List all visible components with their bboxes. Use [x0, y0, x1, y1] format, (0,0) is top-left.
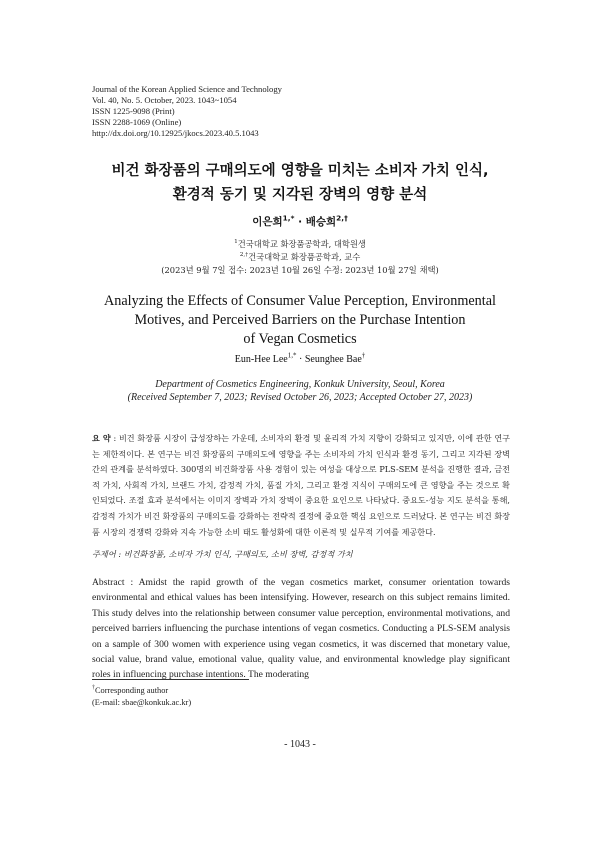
english-dates: (Received September 7, 2023; Revised October 26, 2023; Accepted October 27, 2023)	[127, 392, 473, 403]
journal-volume: Vol. 40, No. 5. October, 2023. 1043~1054	[92, 95, 237, 105]
issn-print: ISSN 1225-9098 (Print)	[92, 106, 175, 116]
english-title	[60, 292, 540, 349]
doi-link[interactable]: http://dx.doi.org/10.12925/jkocs.2023.40.5.1043	[92, 128, 259, 138]
korean-affiliation-2	[100, 251, 500, 264]
english-author-2-mark: †	[361, 351, 366, 360]
page-number: - 1043 -	[284, 739, 316, 750]
footnote-corresponding-text: Corresponding author	[94, 686, 169, 695]
korean-abstract	[92, 431, 510, 540]
korean-author-1-mark: 1,*	[282, 213, 295, 223]
footnote-divider	[92, 679, 249, 680]
korean-author-2: 배승희	[305, 216, 337, 228]
english-affiliation-block	[60, 378, 540, 404]
affiliation-1-mark: 1	[234, 239, 238, 246]
english-author-1-mark: 1,*	[287, 351, 297, 360]
korean-abstract-text: : 비건 화장품 시장이 급성장하는 가운데, 소비자의 환경 및 윤리적 가치 지향이 강화되고 있지만, 이에 관한 연구는 제한적이다. 본 연구는 비건 화장품의 구매의도에 영향을 주는 소비자의 가치 인식과 환경 동기, 그리고 지각된 장벽 간의 관계를 분석하였다. 300명의 비건화장품 사용 경험이 있는 여성을 대상으로 PLS-SEM 분석을 진행한 결과, 금전적 가치, 사회적 가치, 브랜드 가치, 감정적 가치, 품질 가치, 그리고 환경 지식이 구매의도에 큰 영향을 주는 것으로 확인되었다. 조절 효과 분석에서는 이미지 장벽과 가치 장벽이 중요한 요인으로 나타났다. 중요도-성능 지도 분석을 통해, 감정적 가치가 비건 화장품의 구매의도를 강화하는 전략적 결정에 중요한 핵심 요인으로 드러났다. 본 연구는 비건 화장품 시장의 경쟁력 강화와 지속 가능한 소비 태도 활성화에 대한 이론적 및 실무적 기여를 제공한다.	[92, 433, 510, 537]
issn-online: ISSN 2288-1069 (Online)	[92, 117, 182, 127]
english-abstract	[92, 575, 510, 683]
affiliation-2-mark: 2,†	[239, 252, 249, 259]
korean-affiliations	[100, 238, 500, 277]
korean-title-line-1: 비건 화장품의 구매의도에 영향을 미치는 소비자 가치 인식,	[111, 163, 489, 179]
korean-author-2-mark: 2,†	[336, 213, 348, 223]
korean-author-1: 이은희	[252, 216, 283, 228]
journal-name: Journal of the Korean Applied Science and Technology	[92, 84, 282, 94]
korean-authors	[150, 214, 450, 229]
korean-title	[60, 159, 540, 207]
journal-header	[92, 84, 392, 139]
korean-abstract-label: 요 약	[92, 433, 111, 443]
english-authors	[150, 351, 450, 365]
footnote-corresponding	[92, 685, 392, 697]
english-author-2: Seunghee Bae	[304, 354, 362, 365]
korean-affiliation-1	[100, 238, 500, 251]
korean-dates: (2023년 9월 7일 접수: 2023년 10월 26일 수정: 2023년 10월 27일 채택)	[161, 265, 439, 275]
english-title-line-3: of Vegan Cosmetics	[243, 331, 357, 347]
english-title-line-1: Analyzing the Effects of Consumer Value Perception, Environmental	[104, 293, 496, 309]
author-separator: ·	[294, 216, 306, 228]
footnote-email: (E-mail: sbae@konkuk.ac.kr)	[92, 698, 192, 707]
english-author-1: Eun-Hee Lee	[234, 354, 288, 365]
footnote-mark: †	[92, 685, 95, 692]
footnote	[92, 685, 392, 709]
english-abstract-text: : Amidst the rapid growth of the vegan cosmetics market, consumer orientation towards environmental and ethical values has been intensifying. However, research on this subject remains limited. This study delves into the relationship between consumer value perception, environmental motivations, and perceived barriers influencing the purchase intentions of vegan cosmetics. Conducting a PLS-SEM analysis on a sample of 300 women with experience using vegan cosmetics, it was discerned that monetary value, social value, brand value, emotional value, quality value, and environmental knowledge play significant roles in influencing purchase intentions. The moderating	[92, 577, 510, 681]
english-title-line-2: Motives, and Perceived Barriers on the Purchase Intention	[134, 312, 466, 328]
english-affiliation: Department of Cosmetics Engineering, Konkuk University, Seoul, Korea	[155, 379, 445, 390]
english-author-separator: ·	[296, 354, 305, 365]
korean-title-line-2: 환경적 동기 및 지각된 장벽의 영향 분석	[172, 187, 428, 203]
affiliation-2-text: 건국대학교 화장품공학과, 교수	[248, 252, 361, 262]
affiliation-1-text: 건국대학교 화장품공학과, 대학원생	[237, 239, 366, 249]
english-abstract-label: Abstract	[92, 577, 125, 588]
korean-keywords: 주제어 : 비건화장품, 소비자 가치 인식, 구매의도, 소비 장벽, 감정적 가치	[92, 549, 353, 559]
